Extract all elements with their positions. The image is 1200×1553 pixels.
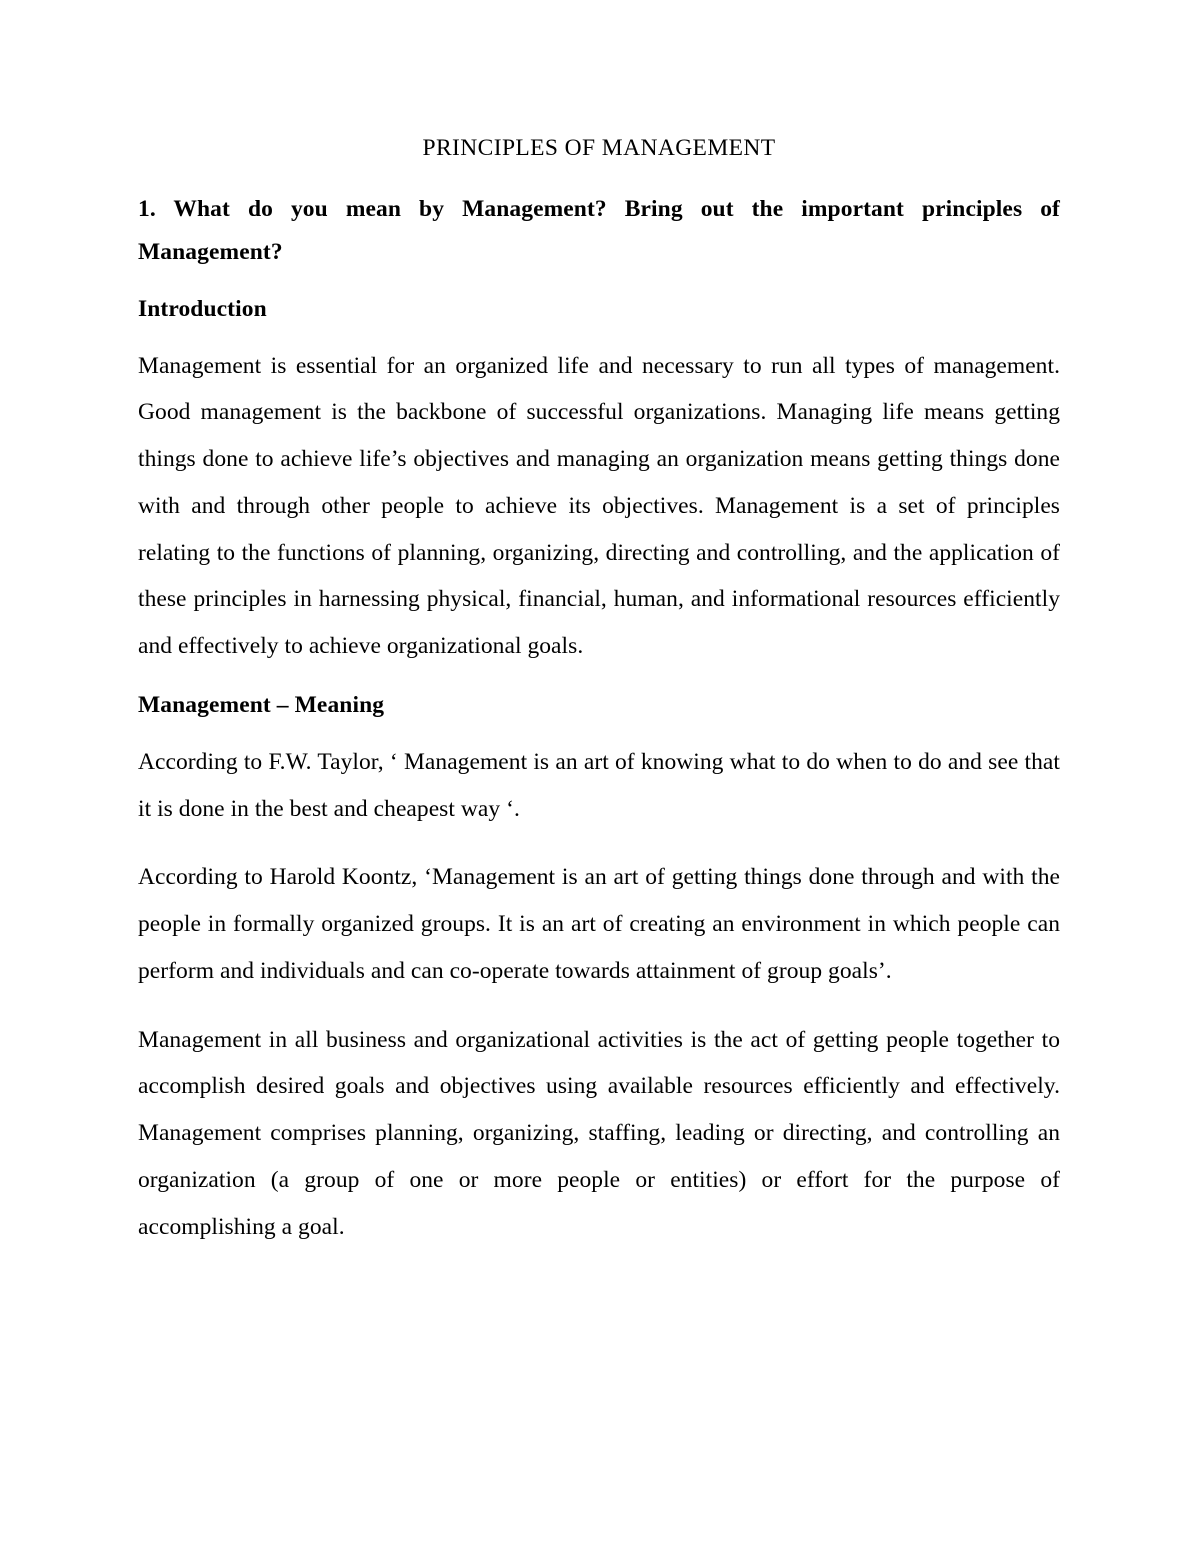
page-title: PRINCIPLES OF MANAGEMENT	[422, 135, 776, 161]
question-heading: 1. What do you mean by Management? Bring out the important principles of Management?	[138, 196, 1060, 265]
paragraph-meaning-3: Management in all business and organizational activities is the act of getting people together to accomplish desired goals and objectives using available resources efficiently and effectively. Management comprises planning, organizing, staffing, leading or directing, and controlling an organization (a group of one or more people or entities) or effort for the purpose of accomplishing a goal.	[138, 1026, 1060, 1240]
paragraph-meaning-1: According to F.W. Taylor, ‘ Management is an art of knowing what to do when to do and see that it is done in the best and cheapest way ‘.	[138, 748, 1060, 822]
section-heading-introduction: Introduction	[138, 295, 267, 322]
paragraph-introduction-1: Management is essential for an organized life and necessary to run all types of management. Good management is the backbone of successful organizations. Managing life means getting things done to achieve life’s objectives and managing an organization means getting things done with and through other people to achieve its objectives. Management is a set of principles relating to the functions of planning, organizing, directing and controlling, and the application of these principles in harnessing physical, financial, human, and informational resources efficiently and effectively to achieve organizational goals.	[138, 352, 1060, 660]
paragraph-meaning-2: According to Harold Koontz, ‘Management is an art of getting things done through and with the people in formally organized groups. It is an art of creating an environment in which people can perform and individuals and can co-operate towards attainment of group goals’.	[138, 864, 1060, 984]
section-heading-management-meaning: Management – Meaning	[138, 691, 385, 718]
